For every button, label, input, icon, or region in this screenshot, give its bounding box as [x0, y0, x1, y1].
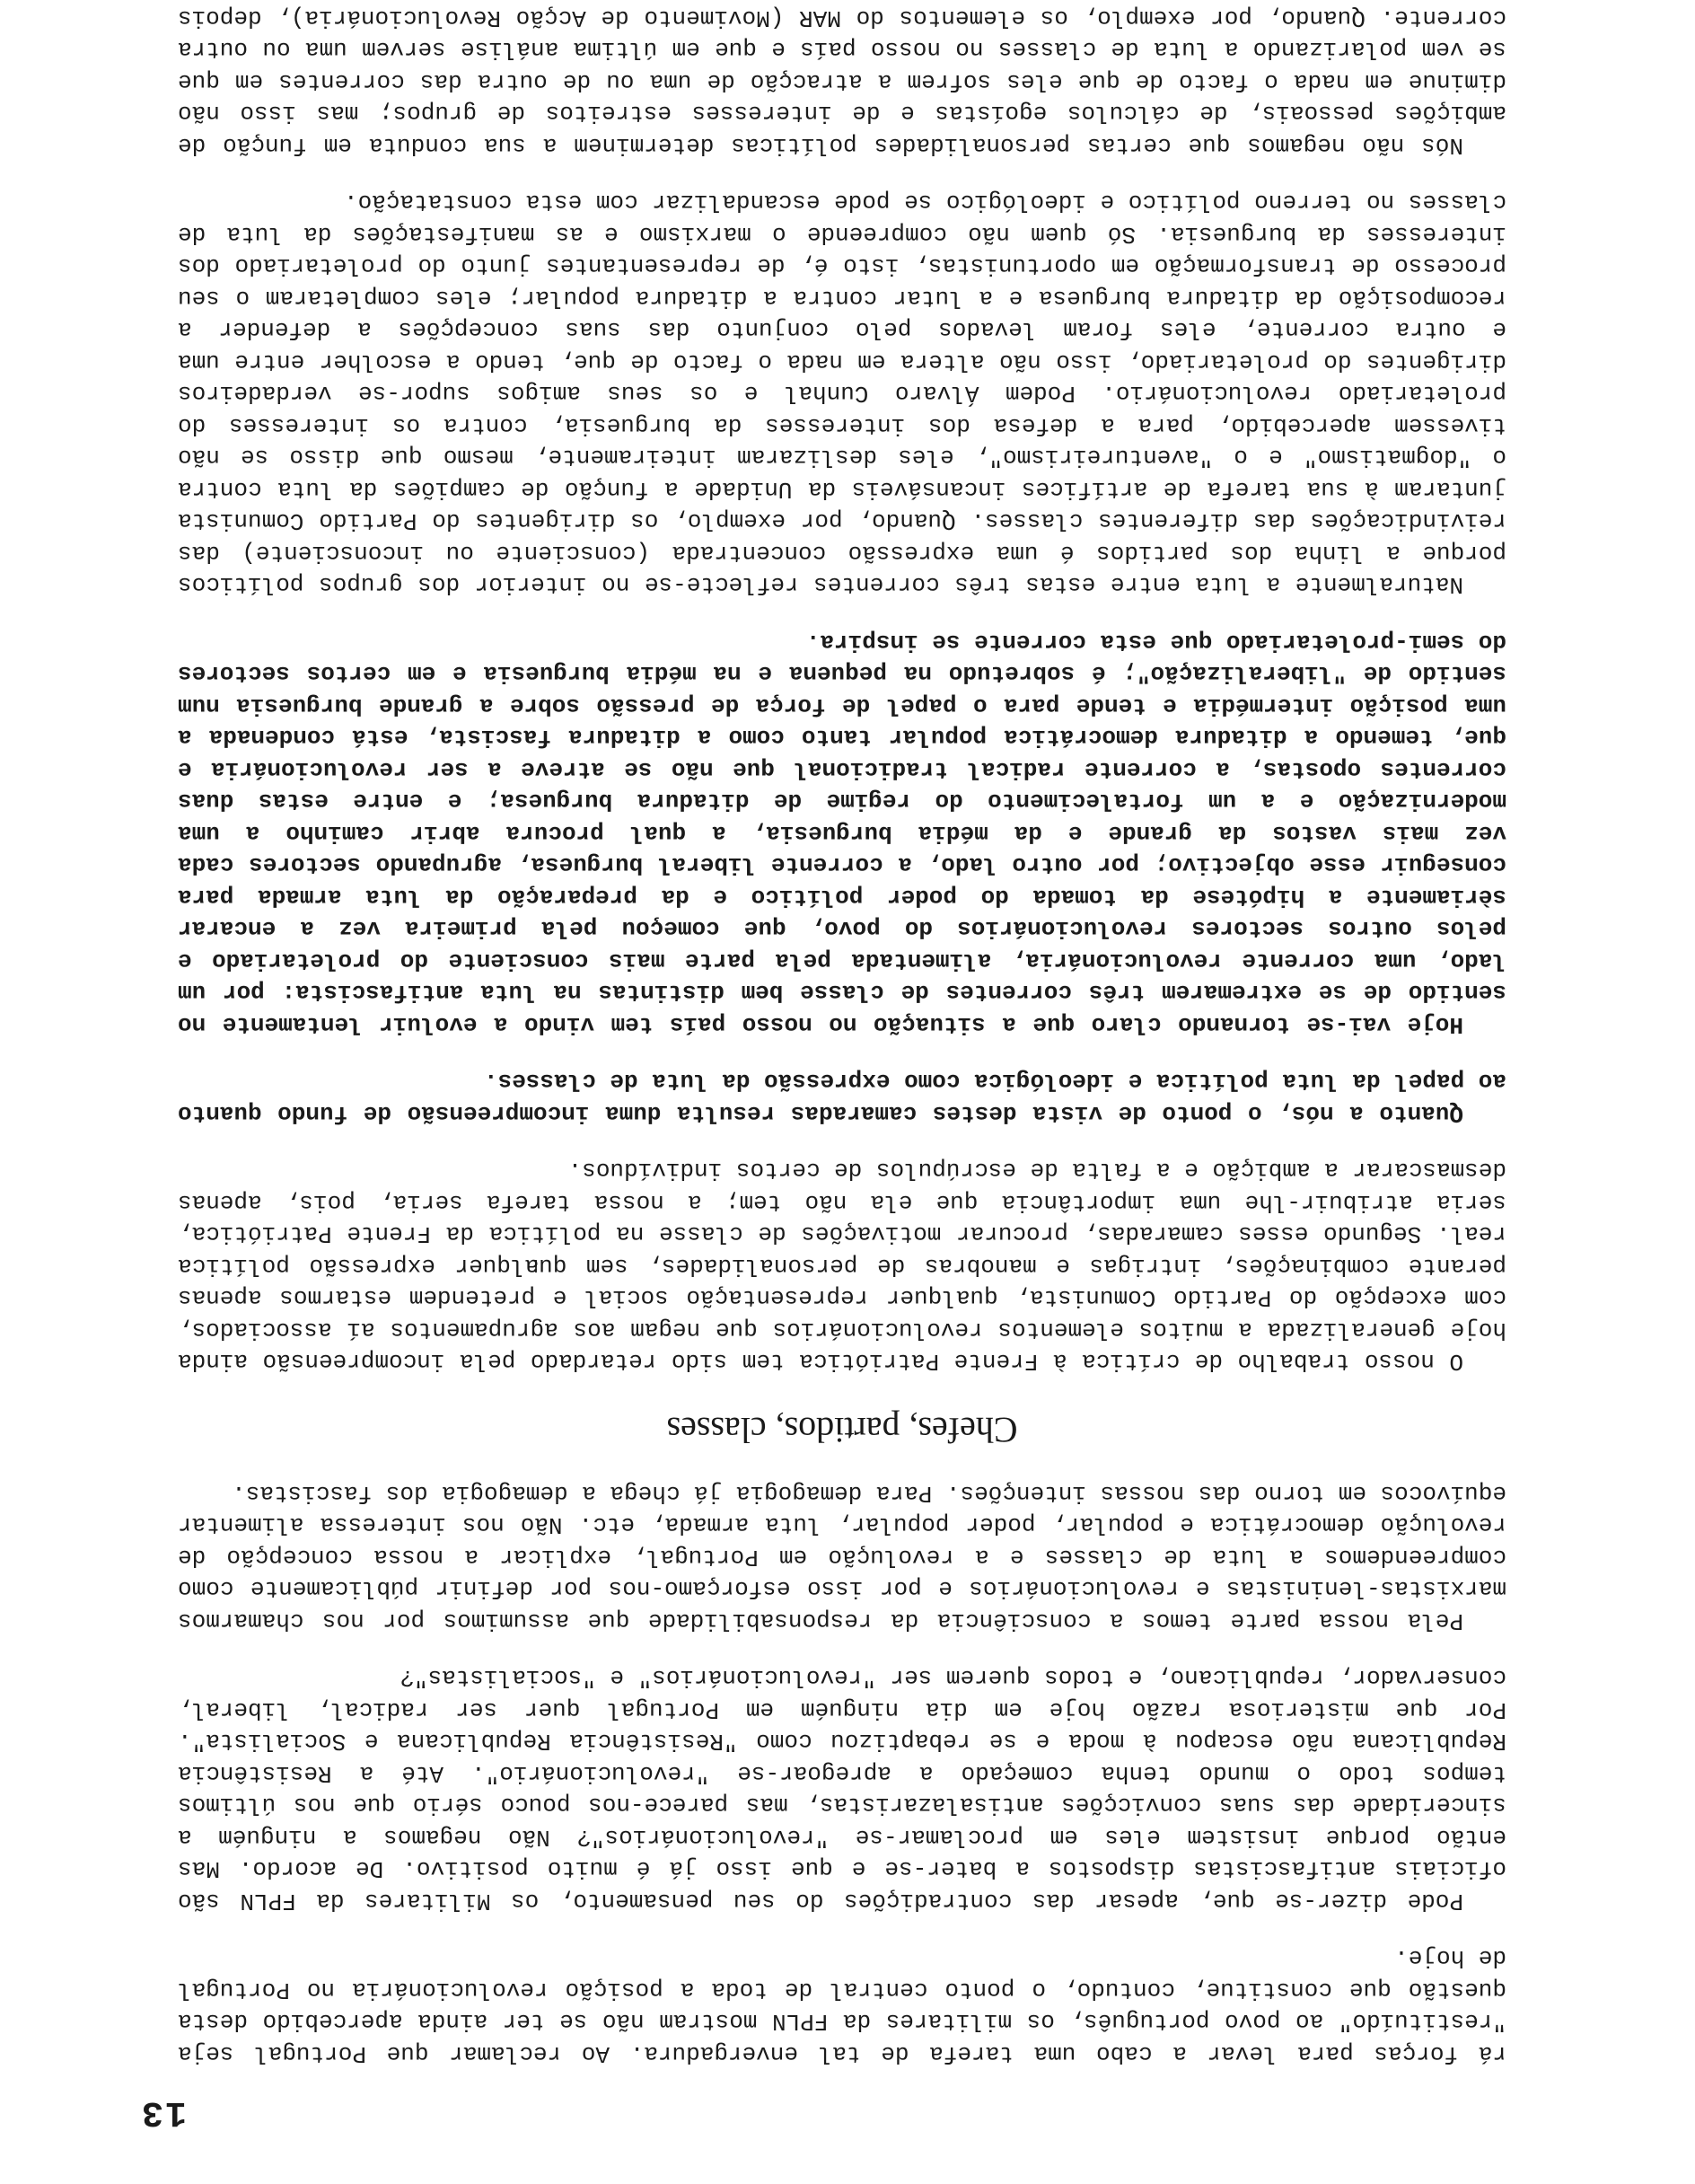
paragraph: Pela nossa parte temos a consciência da responsabilidade que assumimos por nos chamarmos marxistas-leninistas e revolucionários e por isso esforçamo-nos por definir públicamente como compreendemos a luta de classes e a revolução em Portugal, explicar a nossa concepção de revolução democrática e popular, poder popular, luta armada, etc. Não nos interessa alimentar equívocos em torno das nossas intenções. Para demagogia já chega a demagogia dos fascistas. — [178, 1480, 1506, 1634]
paragraph: Naturalmente a luta entre estas três correntes reflecte-se no interior dos grupos políticos porque a linha dos partidos é uma expressão concentrada (consciente ou inconsciente) das reivindicações das diferentes classes. Quando, por exemplo, os dirigentes do Partido Comunista juntaram à sua tarefa de artífices incansáveis da Unidade a função de campiões da luta contra o "dogmatismo" e o "aventureirismo", eles deslizaram inteiramente, mesmo que disso se não tivessem apercebido, para a defesa dos interesses da burguesia, contra os interesses do proletariado revolucionário. Podem Álvaro Cunhal e os seus amigos supor-se verdadeiros dirigentes do proletariado, isso não altera em nada o facto de que, tendo a escolher entre uma e outra corrente, eles foram levados pelo conjunto das suas concepções a defender a recomposição da ditadura burguesa e a lutar contra a ditadura popular; eles completaram o seu processo de transformação em oportunistas, isto é, de representantes junto do proletariado dos interesses da burguesia. Só quem não compreende o marxismo e as manifestações da luta de classes no terreno político e ideológico se pode escandalizar com esta constatação. — [178, 189, 1506, 599]
paragraph: rá forças para levar a cabo uma tarefa de tal envergadura. Ao reclamar que Portugal seja "restituído" ao povo português, os militares da FPLN mostram não se ter ainda apercebido desta questão que constitue, contudo, o ponto central de toda a posição revolucionária no Portugal de hoje. — [178, 1944, 1506, 2067]
text-column — [178, 0, 1506, 2069]
page-number: 13 — [139, 2092, 187, 2132]
paragraph: Hoje vai-se tornando claro que a situação no nosso país tem vindo a evoluir lentamente no sentido de se extremarem três correntes de classe bem distintas na luta antifascista: por um lado, uma corrente revolucionária, alimentada pela parte mais consciente do proletariado e pelos outros sectores revolucionários do povo, que começou pela primeira vez a encarar sèriamente a hipótese da tomada do poder político e da preparação da luta armada para conseguir esse objectivo; por outro lado, a corrente liberal burguesa, agrupando sectores cada vez mais vastos da grande e da média burguesia, a qual procura abrir caminho a uma modernização e a um fortalecimento do regime de ditadura burguesa; e entre estas duas correntes opostas, a corrente radical tradicional que não se atreve a ser revolucionária e que, temendo a ditadura democrática popular tanto como a ditadura fascista, está condenada a uma posição intermédia e tende para o papel de força de pressão sobre a grande burguesia num sentido de "liberalização"; é sobretudo na pequena e na média burguesia e em certos sectores do semi-proletariado que esta corrente se inspira. — [178, 629, 1506, 1038]
paragraph: O nosso trabalho de crítica à Frente Patriótica tem sido retardado pela incompreensão ainda hoje generalizada a muitos elementos revolucionários que negam aos agrupamentos aí associados, com excepção do Partido Comunista, qualquer representação social e pretendem estarmos apenas perante combinações, intrigas e manobras de personalidades, sem qualquer expressão política real. Segundo esses camaradas, procurar motivações de classe na política da Frente Patriótica, seria atribuir-lhe uma importância que ela não tem; a nossa tarefa seria, pois, apenas desmascarar a ambição e a falta de escrúpulos de certos indivíduos. — [178, 1157, 1506, 1376]
section-heading: Chefes, partidos, classes — [666, 1410, 1018, 1451]
paragraph: Nós não negamos que certas personalidades políticas determinem a sua conduta em função de ambições pessoais, de cálculos egoístas e de interesses estreitos de grupos; mas isso não diminue em nada o facto de que eles sofrem a atracção de uma ou de outra das correntes em que se vem polarizando a luta de classes no nosso país e que em última análise servem uma ou outra corrente. Quando, por exemplo, os elementos do MAR (Movimento de Acção Revolucionária), depois — [178, 4, 1506, 159]
paragraph: Quanto a nós, o ponto de vista destes camaradas resulta duma incompreensão de fundo quanto ao papel da luta política e ideológica como expressão da luta de classes. — [178, 1068, 1506, 1127]
paragraph: Pode dizer-se que, apesar das contradições do seu pensamento, os Militares da FPLN são oficiais antifascistas dispostos a bater-se e que isso já é muito positivo. De acordo. Mas então porque insistem eles em proclamar-se "revolucionários"? Não negamos a ninguém a sinceridade das suas convicções antisalazaristas, mas parece-nos pouco sério que nos últimos tempos todo o mundo tenha começado a apregoar-se "revolucionário". Até a Resistência Republicana não escapou à moda e se rebaptizou como "Resistência Republicana e Socialista". Por que misteriosa razão hoje em dia ninguém em Portugal quer ser radical, liberal, conservador, republicano, e todos querem ser "revolucionários" e "socialistas"? — [178, 1664, 1506, 1915]
